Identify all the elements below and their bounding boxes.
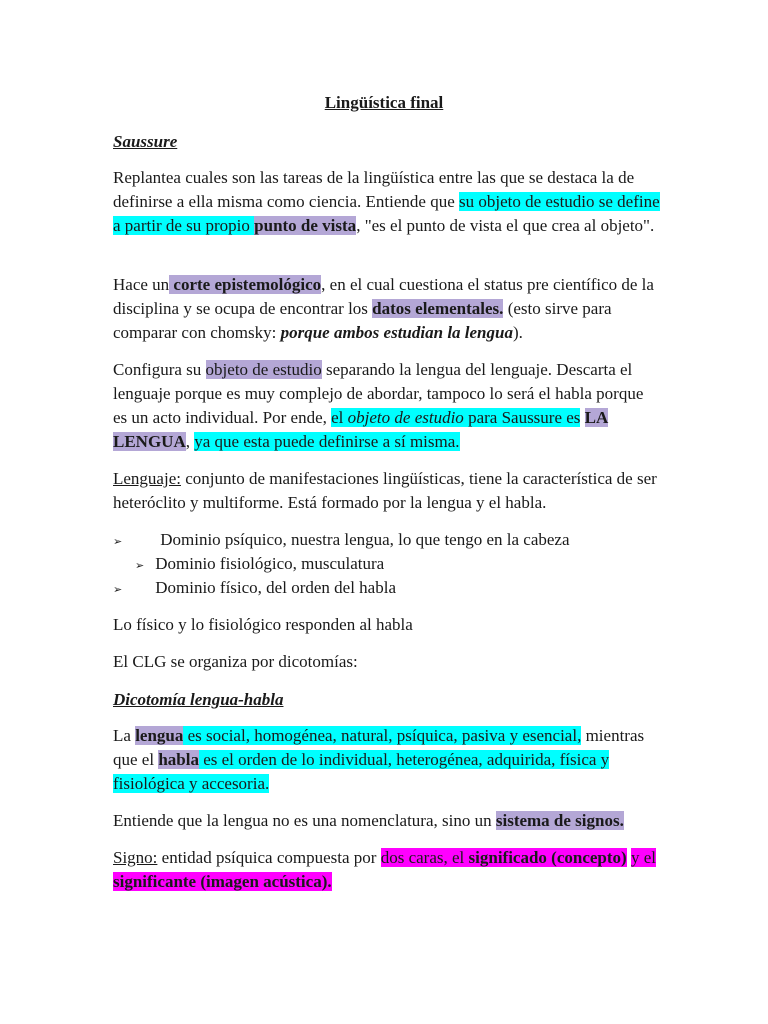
list-item-text: Dominio físico, del orden del habla <box>155 578 396 597</box>
emphasis-lengua: porque ambos estudian la lengua <box>280 323 513 342</box>
highlight-dos-caras: dos caras, el <box>380 848 469 867</box>
text: Configura su <box>113 360 206 379</box>
highlight-el: el <box>331 408 348 427</box>
text: separando la lengua del lenguaje. Descarta el lenguaje porque es muy complejo de abordar, tampoco lo será el habla porque es un acto individual. Por ende, <box>113 360 644 427</box>
highlight-para-saussure: para Saussure es <box>463 408 581 427</box>
paragraph-clg: El CLG se organiza por dicotomías: <box>113 652 358 671</box>
document-title: Lingüística final <box>324 93 444 112</box>
paragraph-lengua-habla <box>113 724 661 796</box>
highlight-punto-de-vista: punto de vista <box>254 216 357 235</box>
paragraph-signo <box>113 846 661 894</box>
highlight-objeto-de-estudio: objeto de estudio <box>205 360 322 379</box>
highlight-objeto-estudio: su objeto de estudio se define a partir de su propio <box>113 192 660 235</box>
arrow-bullet-icon: ➢ <box>113 584 123 596</box>
list-item <box>113 528 570 554</box>
highlight-habla: habla <box>158 750 199 769</box>
term-signo: Signo: <box>113 848 158 867</box>
text: Replantea cuales son las tareas de la lingüística entre las que se destaca la de definirse a ella misma como ciencia. Entiende que <box>113 168 635 211</box>
highlight-la-lengua: LA LENGUA <box>113 408 609 451</box>
text: , "es el punto de vista el que crea al objeto". <box>356 216 655 235</box>
list-item <box>113 576 396 602</box>
list-item-text: Dominio psíquico, nuestra lengua, lo que tengo en la cabeza <box>160 530 570 549</box>
text: entidad psíquica compuesta por <box>157 848 381 867</box>
text: conjunto de manifestaciones lingüísticas, tiene la característica de ser heteróclito y multiforme. Está formado por la lengua y el habla. <box>113 469 657 512</box>
arrow-bullet-icon: ➢ <box>135 560 145 572</box>
subheading-dicotomia: Dicotomía lengua-habla <box>113 690 284 709</box>
highlight-significante: significante (imagen acústica). <box>113 872 332 891</box>
text: Hace un <box>113 275 170 294</box>
section-heading-saussure: Saussure <box>113 132 178 151</box>
highlight-y-el: y el <box>630 848 656 867</box>
paragraph-corte <box>113 273 661 345</box>
highlight-sistema-de-signos: sistema de signos. <box>495 811 624 830</box>
paragraph-nomenclatura <box>113 809 661 833</box>
highlight-lengua-desc: es social, homogénea, natural, psíquica, pasiva y esencial, <box>183 726 582 745</box>
highlight-datos-elementales: datos elementales. <box>372 299 504 318</box>
text: ). <box>512 323 523 342</box>
text: Entiende que la lengua no es una nomenclatura, sino un <box>113 811 496 830</box>
paragraph-objeto <box>113 358 661 454</box>
text: , <box>185 432 195 451</box>
highlight-significado: significado (concepto) <box>468 848 627 867</box>
highlight-corte-epistemologico: corte epistemológico <box>169 275 322 294</box>
paragraph-tareas <box>113 166 661 238</box>
highlight-objeto-italic: objeto de estudio <box>347 408 464 427</box>
term-lenguaje: Lenguaje: <box>113 469 181 488</box>
text: La <box>113 726 136 745</box>
text: (esto sirve para comparar con chomsky: <box>113 299 612 342</box>
list-item-text: Dominio fisiológico, musculatura <box>155 554 385 573</box>
paragraph-fisico: Lo físico y lo fisiológico responden al habla <box>113 615 413 634</box>
highlight-habla-desc: es el orden de lo individual, heterogénea, adquirida, física y fisiológica y accesoria. <box>113 750 610 793</box>
text: mientras que el <box>113 726 645 769</box>
text: , en el cual cuestiona el status pre científico de la disciplina y se ocupa de encontrar los <box>113 275 654 318</box>
paragraph-lenguaje <box>113 467 661 515</box>
highlight-lengua: lengua <box>135 726 184 745</box>
arrow-bullet-icon: ➢ <box>113 536 123 548</box>
list-item <box>135 552 384 578</box>
highlight-definirse: ya que esta puede definirse a sí misma. <box>194 432 460 451</box>
